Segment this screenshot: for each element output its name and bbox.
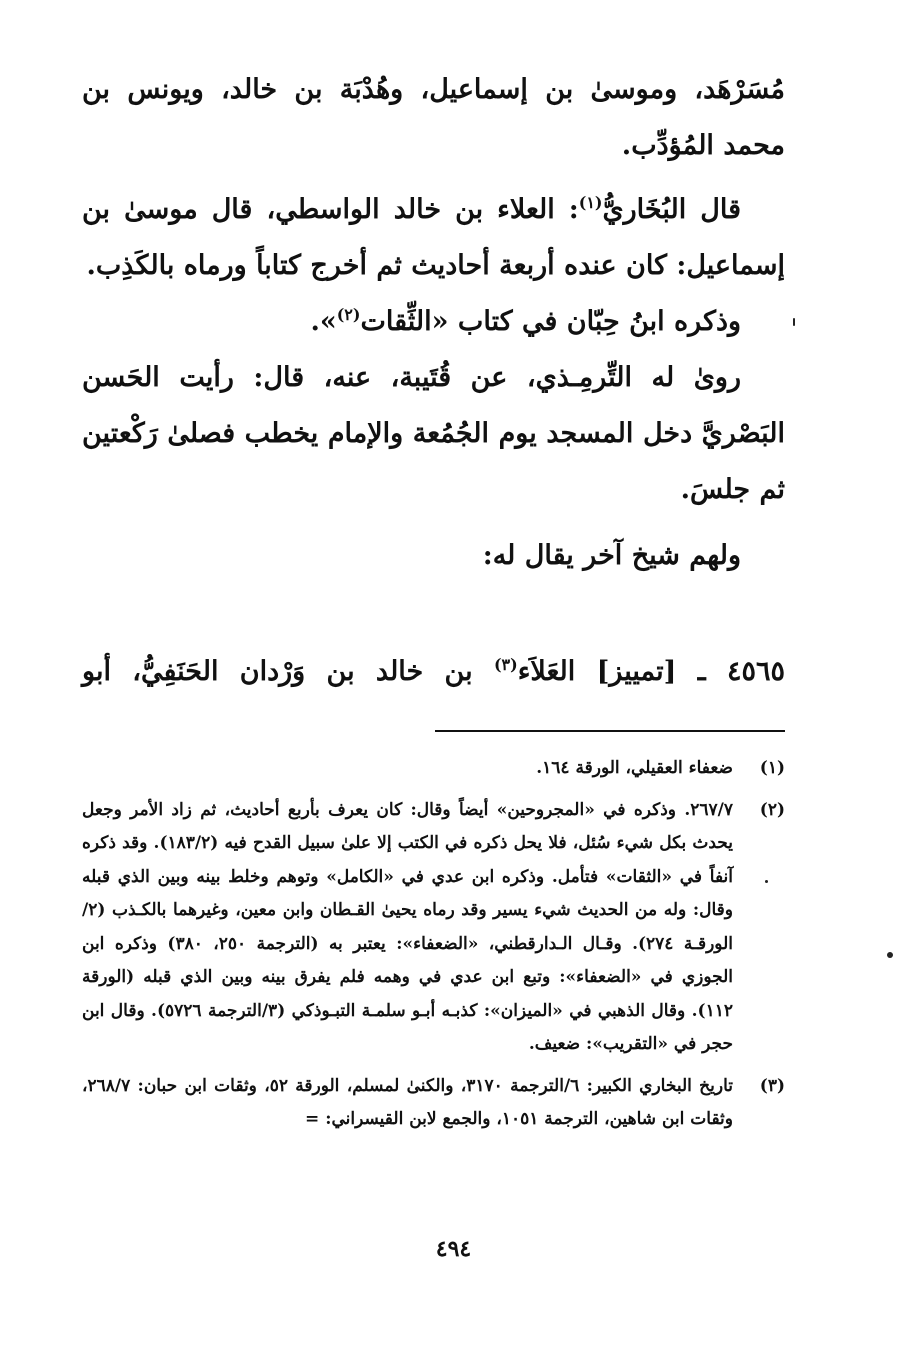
footnote-ref-1[interactable]: (١): [578, 193, 603, 212]
entry-head: ٤٥٦٥ ـ [تمييز] العَلاَء: [517, 656, 785, 687]
footnote-1: [82, 752, 785, 786]
bukhari-rest: : العلاء بن خالد الواسطي، قال موسىٰ بن إسماعيل:: [82, 194, 785, 281]
footnote-separator: [435, 730, 785, 732]
footnotes: [82, 752, 785, 1137]
paragraph-bukhari: [82, 182, 785, 294]
footnote-3: [82, 1070, 785, 1137]
entry-heading: [82, 644, 785, 700]
scan-speck: [793, 318, 795, 326]
paragraph-tirmidhi: روىٰ له التِّرمِـذي، عن قُتَيبة، عنه، قال: رأيت الحَسن البَصْريَّ دخل المسجد يوم الجُمُعة والإمام يخطب فصلىٰ رَكْعتين ثم جلسَ.: [82, 362, 785, 505]
entry-tail: بن خالد بن وَرْدان الحَنَفِيُّ، أبو: [82, 656, 494, 687]
subheading: ولهم شيخ آخر يقال له:: [482, 540, 741, 571]
paragraph-ibn-hibban: [82, 294, 785, 350]
hibban-end: ».: [310, 306, 337, 337]
footnote-number: (٢): [759, 799, 785, 820]
main-text: [82, 62, 785, 700]
scan-speck: [765, 880, 768, 883]
page-number: ٤٩٤: [435, 1236, 472, 1262]
paragraph-teachers: مُسَرْهَد، وموسىٰ بن إسماعيل، وهُدْبَة بن خالد، ويونس بن محمد المُؤدِّب.: [82, 74, 785, 161]
footnote-text: تاريخ البخاري الكبير: ٦/الترجمة ٣١٧٠، والكنىٰ لمسلم، الورقة ٥٢، وثقات ابن حبان: ٢٦٨/٧، وثقات ابن شاهين، الترجمة ١٠٥١، والجمع لابن القيسراني: =: [82, 1075, 733, 1129]
bukhari-lead: قال البُخَاريُّ: [602, 194, 741, 225]
footnote-text: ضعفاء العقيلي، الورقة ١٦٤.: [536, 758, 733, 778]
footnote-text: ٢٦٧/٧. وذكره في «المجروحين» أيضاً وقال: كان يعرف بأربع أحاديث، ثم زاد الأمر وجعل يحدث بكل شيء سُئل، فلا يحل ذكره في الكتب إلا علىٰ سبيل القدح فيه (١٨٣/٢). وقد ذكره آنفاً في «الثقات» فتأمل. وذكره ابن عدي في «الكامل» وتوهم وخلط بينه وبين الذي قبله وقال: وله من الحديث شيء يسير وقد رماه يحيىٰ القـطان وابن معين، وغيرهما بالكـذب (٢/الورقـة ٢٧٤). وقـال الـدارقطني، «الضعفاء»: يعتبر به (الترجمة ٢٥٠، ٣٨٠) وذكره ابن الجوزي في «الضعفاء»: وتبع ابن عدي في وهمه فلم يفرق بينه وبين الذي قبله (الورقة ١١٢). وقال الذهبي في «الميزان»: كذبـه أبـو سلمـة التبـوذكي (٣/الترجمة ٥٧٢٦). وقال ابن حجر في «التقريب»: ضعيف.: [82, 799, 734, 1054]
bukhari-continuation: كان عنده أربعة أحاديث ثم أخرج كتاباً ورماه بالكَذِب.: [86, 250, 667, 281]
hibban-lead: وذكره ابنُ حِبّان في كتاب «الثِّقات: [360, 306, 741, 337]
footnote-ref-2[interactable]: (٢): [336, 305, 361, 324]
footnote-number: (١): [759, 758, 785, 778]
footnote-number: (٣): [759, 1075, 785, 1096]
footnote-2: [82, 794, 785, 1062]
footnote-ref-3[interactable]: (٣): [493, 655, 518, 674]
scan-speck: [887, 952, 893, 958]
